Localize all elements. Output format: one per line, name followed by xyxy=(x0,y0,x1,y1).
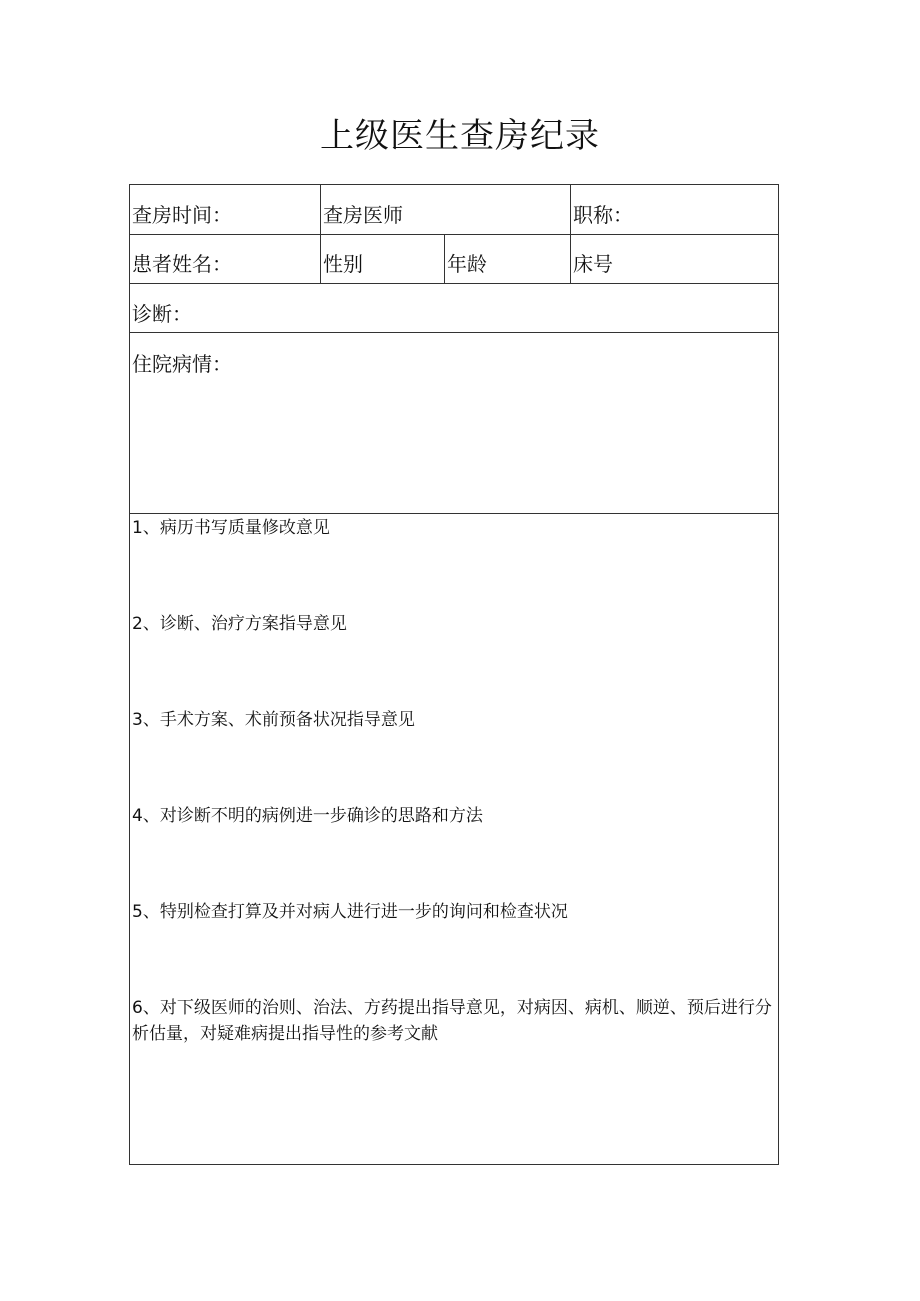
opinion-item-6: 6、对下级医师的治则、治法、方药提出指导意见，对病因、病机、顺逆、预后进行分析估量，对疑难病提出指导性的参考文献 xyxy=(132,998,772,1044)
column-divider xyxy=(444,234,445,283)
page-title: 上级医生查房纪录 xyxy=(320,116,600,156)
row-divider xyxy=(130,332,778,333)
opinion-item-2: 2、诊断、治疗方案指导意见 xyxy=(132,614,347,634)
diagnosis-label: 诊断： xyxy=(132,302,192,326)
patient-name-label: 患者姓名： xyxy=(132,252,232,276)
ward-round-record-form xyxy=(129,184,779,1165)
opinion-item-4: 4、对诊断不明的病例进一步确诊的思路和方法 xyxy=(132,806,483,826)
hospital-condition-label: 住院病情： xyxy=(132,352,232,376)
round-time-label: 查房时间： xyxy=(132,203,232,227)
age-label: 年龄 xyxy=(447,252,487,276)
bed-number-label: 床号 xyxy=(573,252,613,276)
row-divider xyxy=(130,234,778,235)
opinion-item-5: 5、特别检查打算及并对病人进行进一步的询问和检查状况 xyxy=(132,902,568,922)
job-title-label: 职称： xyxy=(573,203,633,227)
gender-label: 性别 xyxy=(323,252,363,276)
opinion-item-1: 1、病历书写质量修改意见 xyxy=(132,518,330,538)
opinion-item-3: 3、手术方案、术前预备状况指导意见 xyxy=(132,710,415,730)
row-divider xyxy=(130,513,778,514)
row-divider xyxy=(130,283,778,284)
column-divider xyxy=(570,185,571,283)
round-doctor-label: 查房医师 xyxy=(323,203,403,227)
column-divider xyxy=(320,185,321,283)
